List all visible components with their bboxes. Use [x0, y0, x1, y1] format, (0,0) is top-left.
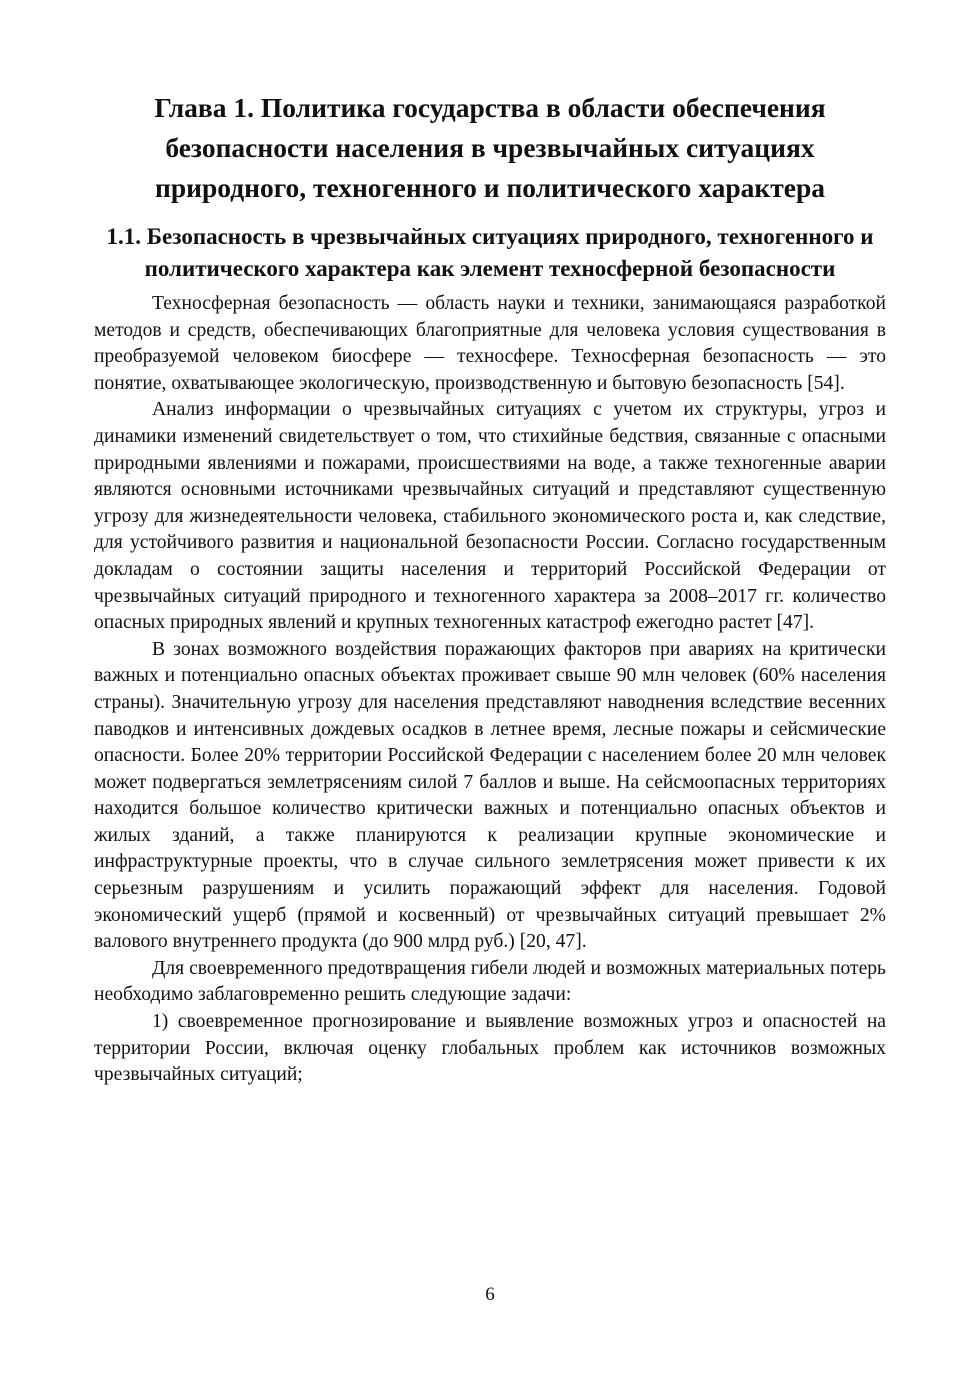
- paragraph: Техносферная безопасность — область науки и техники, занимающаяся разработкой методов и средств, обеспечивающих благоприятные для человека условия существования в преобразуемой человеком биосфере — техносфере. Техносферная безопасность — это понятие, охватывающее экологическую, производственную и бытовую безопасность [54].: [94, 293, 886, 394]
- section-title: 1.1. Безопасность в чрезвычайных ситуациях природного, техногенного и политического характера как элемент техносферной безопасности: [106, 224, 874, 281]
- chapter-title: Глава 1. Политика государства в области обеспечения безопасности населения в чрезвычайных ситуациях природного, техногенного и политического характера: [154, 92, 826, 203]
- document-page: [94, 88, 886, 1089]
- paragraph: Анализ информации о чрезвычайных ситуациях с учетом их структуры, угроз и динамики изменений свидетельствует о том, что стихийные бедствия, связанные с опасными природными явлениями и пожарами, происшествиями на воде, а также техногенные аварии являются основными источниками чрезвычайных ситуаций и представляют существенную угрозу для жизнедеятельности человека, стабильного экономического роста и, как следствие, для устойчивого развития и национальной безопасности России. Согласно государственным докладам о состоянии защиты населения и территорий Российской Федерации от чрезвычайных ситуаций природного и техногенного характера за 2008–2017 гг. количество опасных природных явлений и крупных техногенных катастроф ежегодно растет [47].: [94, 399, 886, 634]
- page-number: 6: [485, 1284, 495, 1305]
- list-item: 1) своевременное прогнозирование и выявление возможных угроз и опасностей на территории России, включая оценку глобальных проблем как источников возможных чрезвычайных ситуаций;: [94, 1011, 886, 1086]
- paragraph: В зонах возможного воздействия поражающих факторов при авариях на критически важных и потенциально опасных объектах проживает свыше 90 млн человек (60% населения страны). Значительную угрозу для населения представляют наводнения вследствие весенних паводков и интенсивных дождевых осадков в летнее время, лесные пожары и сейсмические опасности. Более 20% территории Российской Федерации с населением более 20 млн человек может подвергаться землетрясениям силой 7 баллов и выше. На сейсмоопасных территориях находится большое количество критически важных и потенциально опасных объектов и жилых зданий, а также планируются к реализации крупные экономические и инфраструктурные проекты, что в случае сильного землетрясения может привести к их серьезным разрушениям и усилить поражающий эффект для населения. Годовой экономический ущерб (прямой и косвенный) от чрезвычайных ситуаций превышает 2% валового внутреннего продукта (до 900 млрд руб.) [20, 47].: [94, 638, 886, 953]
- body-text: [94, 291, 886, 1089]
- paragraph: Для своевременного предотвращения гибели людей и возможных материальных потерь необходимо заблаговременно решить следующие задачи:: [94, 957, 886, 1006]
